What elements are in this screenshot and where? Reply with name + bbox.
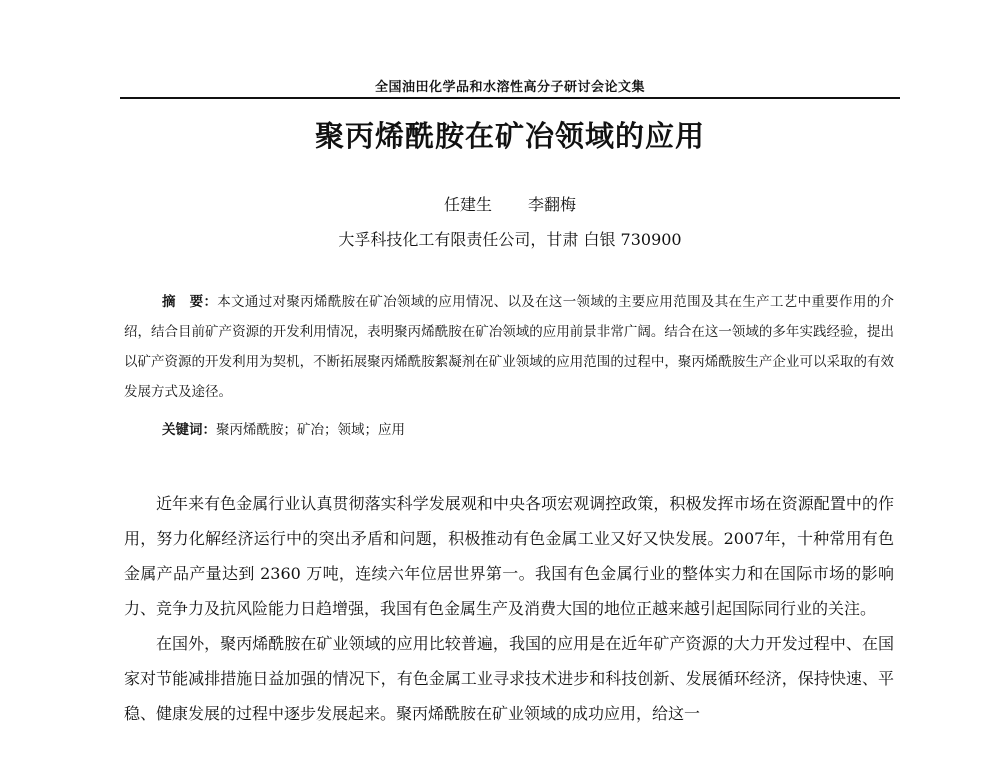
- author-list: [100, 192, 920, 215]
- header-rule: [120, 97, 900, 99]
- author-name: 李翻梅: [528, 195, 577, 214]
- body-paragraph: 在国外，聚丙烯酰胺在矿业领域的应用比较普遍，我国的应用是在近年矿产资源的大力开发过程中、在国家对节能减排措施日益加强的情况下，有色金属工业寻求技术进步和科技创新、发展循环经济，保持快速、平稳、健康发展的过程中逐步发展起来。聚丙烯酰胺在矿业领域的成功应用，给这一: [124, 634, 894, 723]
- running-header: 全国油田化学品和水溶性高分子研讨会论文集: [374, 80, 645, 95]
- body-paragraph: 近年来有色金属行业认真贯彻落实科学发展观和中央各项宏观调控政策，积极发挥市场在资源配置中的作用，努力化解经济运行中的突出矛盾和问题，积极推动有色金属工业又好又快发展。2007年，十种常用有色金属产品产量达到 2360 万吨，连续六年位居世界第一。我国有色金属行业的整体实力和在国际市场的影响力、竞争力及抗风险能力日趋增强，我国有色金属生产及消费大国的地位正越来越引起国际同行业的关注。: [124, 494, 894, 618]
- author-name: 任建生: [443, 195, 492, 214]
- body-text: [124, 486, 894, 731]
- keywords-text: 聚丙烯酰胺；矿冶；领域；应用: [216, 422, 405, 438]
- author-affiliation: 大孚科技化工有限责任公司，甘肃 白银 730900: [338, 230, 682, 249]
- abstract: [124, 287, 894, 407]
- keywords: [162, 418, 892, 438]
- keywords-label: 关键词：: [162, 422, 216, 438]
- paper-title: 聚丙烯酰胺在矿冶领域的应用: [314, 119, 705, 153]
- abstract-text: 本文通过对聚丙烯酰胺在矿冶领域的应用情况、以及在这一领域的主要应用范围及其在生产工艺中重要作用的介绍，结合目前矿产资源的开发利用情况，表明聚丙烯酰胺在矿冶领域的应用前景非常广阔。结合在这一领域的多年实践经验，提出以矿产资源的开发利用为契机，不断拓展聚丙烯酰胺絮凝剂在矿业领域的应用范围的过程中，聚丙烯酰胺生产企业可以采取的有效发展方式及途径。: [124, 294, 895, 400]
- abstract-label: 摘 要：: [162, 294, 218, 310]
